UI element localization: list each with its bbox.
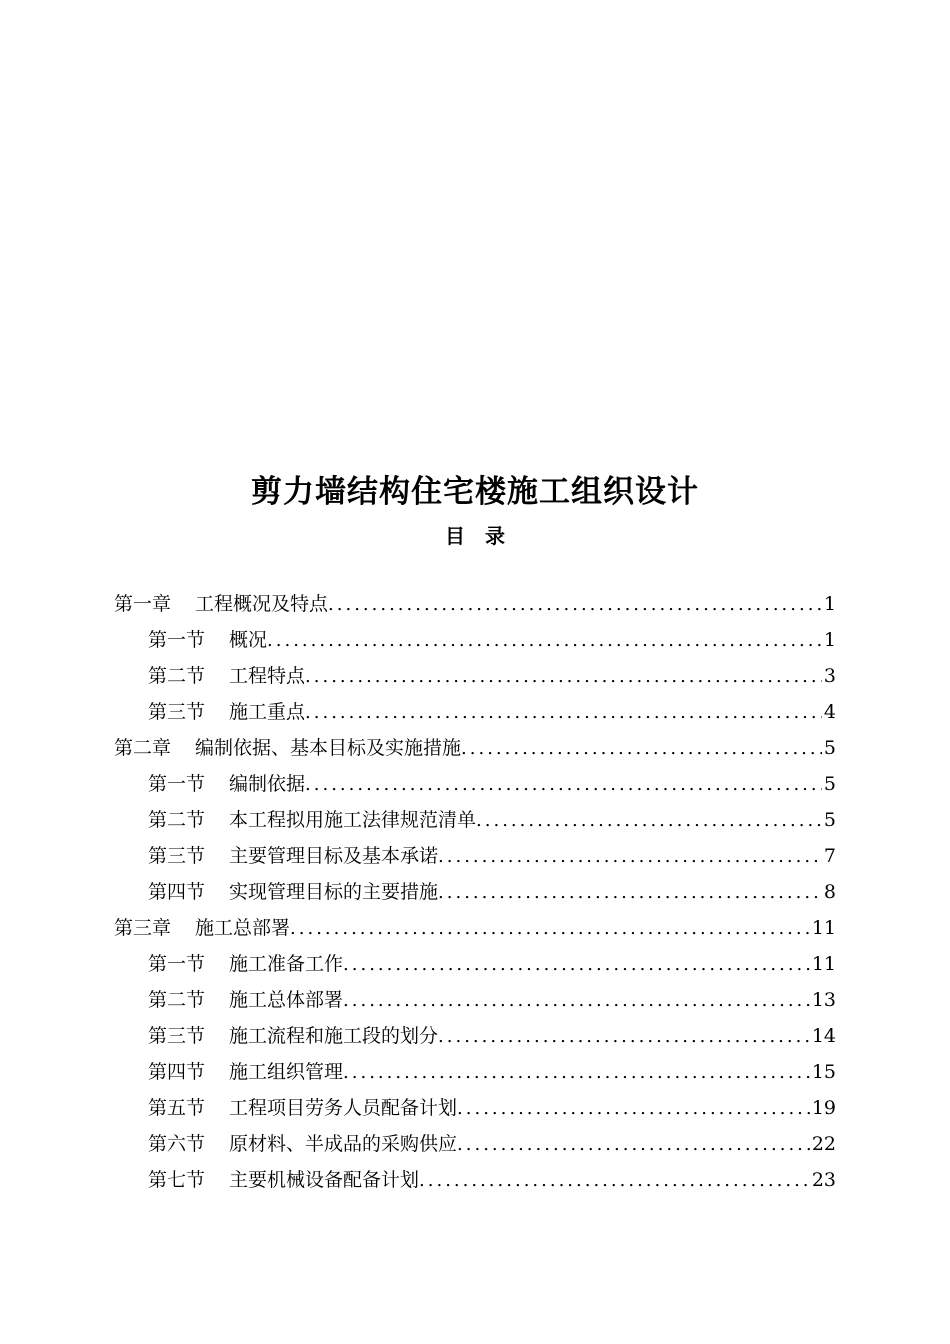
toc-entry-section[interactable] — [114, 802, 836, 838]
toc-entry-page: 5 — [823, 809, 836, 831]
toc-entry-section[interactable] — [114, 766, 836, 802]
toc-leader-dots — [457, 1127, 810, 1163]
document-title: 剪力墙结构住宅楼施工组织设计 — [251, 474, 699, 510]
toc-entry-page: 5 — [823, 773, 836, 795]
toc-entry-page: 15 — [811, 1061, 836, 1083]
toc-leader-dots — [343, 983, 810, 1019]
toc-entry-title: 施工准备工作 — [229, 953, 344, 975]
toc-entry-number: 第三节 — [148, 1025, 206, 1047]
toc-entry-number: 第一章 — [114, 593, 172, 615]
toc-entry-section[interactable] — [114, 1018, 836, 1054]
toc-entry-number: 第四节 — [148, 881, 206, 903]
toc-entry-section[interactable] — [114, 1054, 836, 1090]
toc-entry-title: 编制依据 — [229, 773, 306, 795]
toc-leader-dots — [328, 587, 822, 623]
toc-entry-page: 11 — [811, 917, 836, 939]
toc-entry-number: 第一节 — [148, 953, 206, 975]
toc-leader-dots — [343, 1055, 810, 1091]
toc-leader-dots — [305, 659, 822, 695]
toc-leader-dots — [267, 623, 822, 659]
toc-entry-page: 7 — [823, 845, 836, 867]
toc-entry-section[interactable] — [114, 982, 836, 1018]
table-of-contents — [114, 586, 836, 1198]
toc-entry-title: 施工流程和施工段的划分 — [229, 1025, 439, 1047]
toc-entry-number: 第四节 — [148, 1061, 206, 1083]
toc-entry-chapter-3[interactable] — [114, 910, 836, 946]
toc-heading: 目 录 — [445, 524, 505, 548]
toc-entry-page: 13 — [811, 989, 836, 1011]
toc-entry-section[interactable] — [114, 1162, 836, 1198]
toc-entry-page: 4 — [823, 701, 836, 723]
toc-entry-page: 3 — [823, 665, 836, 687]
toc-entry-number: 第二节 — [148, 665, 206, 687]
toc-entry-chapter-2[interactable] — [114, 730, 836, 766]
toc-entry-page: 8 — [823, 881, 836, 903]
toc-entry-title: 施工组织管理 — [229, 1061, 344, 1083]
toc-leader-dots — [305, 695, 822, 731]
toc-entry-number: 第二章 — [114, 737, 172, 759]
toc-entry-section[interactable] — [114, 1126, 836, 1162]
toc-entry-section[interactable] — [114, 1090, 836, 1126]
toc-entry-number: 第二节 — [148, 809, 206, 831]
toc-leader-dots — [438, 1019, 810, 1055]
toc-leader-dots — [476, 803, 822, 839]
toc-entry-section[interactable] — [114, 838, 836, 874]
toc-entry-title: 工程项目劳务人员配备计划 — [229, 1097, 458, 1119]
toc-entry-page: 19 — [811, 1097, 836, 1119]
toc-entry-title: 概况 — [229, 629, 268, 651]
toc-entry-number: 第三章 — [114, 917, 172, 939]
toc-entry-page: 14 — [811, 1025, 836, 1047]
toc-entry-title: 实现管理目标的主要措施 — [229, 881, 439, 903]
toc-entry-title: 工程特点 — [229, 665, 306, 687]
toc-leader-dots — [343, 947, 810, 983]
toc-entry-page: 23 — [811, 1169, 836, 1191]
toc-entry-page: 1 — [823, 629, 836, 651]
toc-entry-title: 主要机械设备配备计划 — [229, 1169, 420, 1191]
toc-entry-number: 第七节 — [148, 1169, 206, 1191]
toc-entry-title: 编制依据、基本目标及实施措施 — [195, 737, 462, 759]
toc-entry-title: 施工总体部署 — [229, 989, 344, 1011]
toc-entry-page: 11 — [811, 953, 836, 975]
toc-entry-title: 工程概况及特点 — [195, 593, 329, 615]
toc-leader-dots — [457, 1091, 810, 1127]
toc-leader-dots — [461, 731, 822, 767]
toc-entry-section[interactable] — [114, 622, 836, 658]
toc-entry-page: 5 — [823, 737, 836, 759]
toc-entry-title: 主要管理目标及基本承诺 — [229, 845, 439, 867]
toc-entry-number: 第五节 — [148, 1097, 206, 1119]
toc-entry-section[interactable] — [114, 874, 836, 910]
toc-entry-title: 施工总部署 — [195, 917, 291, 939]
toc-leader-dots — [438, 875, 822, 911]
toc-entry-page: 22 — [811, 1133, 836, 1155]
toc-leader-dots — [290, 911, 810, 947]
toc-leader-dots — [305, 767, 822, 803]
toc-entry-number: 第三节 — [148, 701, 206, 723]
toc-leader-dots — [438, 839, 822, 875]
toc-entry-title: 本工程拟用施工法律规范清单 — [229, 809, 477, 831]
toc-entry-section[interactable] — [114, 658, 836, 694]
toc-entry-title: 原材料、半成品的采购供应 — [229, 1133, 458, 1155]
toc-entry-chapter-1[interactable] — [114, 586, 836, 622]
toc-entry-section[interactable] — [114, 946, 836, 982]
toc-entry-number: 第一节 — [148, 629, 206, 651]
toc-entry-number: 第六节 — [148, 1133, 206, 1155]
toc-entry-section[interactable] — [114, 694, 836, 730]
toc-entry-number: 第二节 — [148, 989, 206, 1011]
toc-entry-page: 1 — [823, 593, 836, 615]
toc-leader-dots — [419, 1163, 810, 1199]
toc-entry-title: 施工重点 — [229, 701, 306, 723]
toc-entry-number: 第三节 — [148, 845, 206, 867]
toc-entry-number: 第一节 — [148, 773, 206, 795]
